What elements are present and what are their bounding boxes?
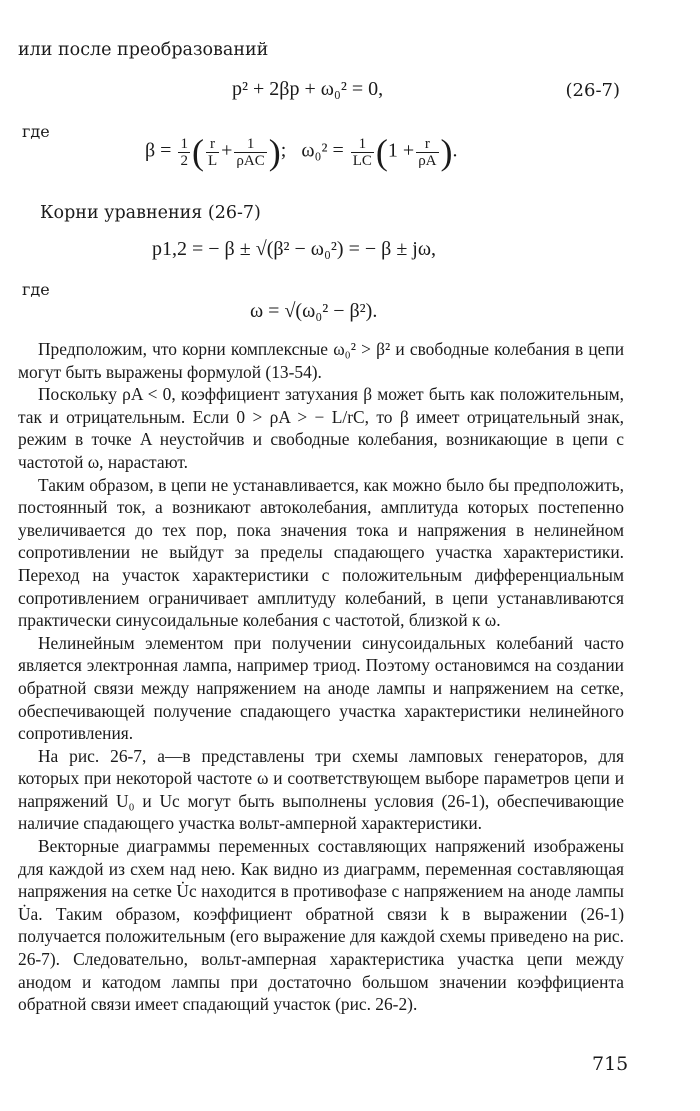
paragraph: Векторные диаграммы переменных составляющих напряжений изображены для каждой из схем над нею. Как видно из диаграмм, переменная составляющая напряжения на сетке U̇с находится в противофазе с напряжением на аноде лампы U̇а. Таким образом, коэффициент обратной связи k в выражении (26-1) получается положительным (его выражение для каждой схемы приведено на рис. 26-7). Следовательно, вольт-амперная характеристика участка цепи между анодом и катодом лампы при достаточно большом значении коэффициента обратной связи имеет спадающий участок (рис. 26-2).	[18, 836, 624, 1015]
characteristic-equation: p² + 2βp + ω₀² = 0,	[232, 78, 384, 100]
intro-line: или после преобразований	[18, 40, 269, 60]
where-label: где	[22, 122, 50, 141]
paragraph: Предположим, что корни комплексные ω₀² > β² и свободные колебания в цепи могут быть выражены формулой (13-54).	[18, 339, 624, 382]
where-label-2: где	[22, 280, 50, 299]
one-over-lc-fraction: $\frac{1}{LC}$	[352, 135, 372, 169]
one-over-rhoac-fraction: $\frac{1}{\text{ρAC}}$	[236, 135, 265, 169]
omega-equation: ω = √(ω₀² − β²).	[250, 300, 378, 322]
beta-lhs: β =	[145, 139, 172, 162]
r-over-l-fraction: $\frac{r}{L}$	[207, 135, 218, 169]
page-number: 715	[592, 1053, 629, 1075]
omega0-lhs: ω₀² =	[301, 139, 344, 162]
paragraph: Нелинейным элементом при получении синусоидальных колебаний часто является электронная лампа, например триод. Поэтому остановимся на создании обратной связи между напряжением на аноде лампы и напряжением на сетке, обеспечивающей получение спадающего участка характеристики нелинейного сопротивления.	[18, 632, 624, 744]
paragraph: На рис. 26-7, а—в представлены три схемы ламповых генераторов, для которых при некоторой частоте ω и соответствующем выборе параметров цепи и напряжений U₀ и Uс могут быть выполнены условия (26-1), обеспечивающие наличие спадающего участка вольт-амперной характеристики.	[18, 745, 624, 834]
equation-number: (26-7)	[565, 80, 620, 101]
roots-label: Корни уравнения (26-7)	[40, 203, 261, 223]
body-text	[18, 338, 624, 1016]
roots-equation: p1,2 = − β ± √(β² − ω₀²) = − β ± jω,	[152, 238, 437, 260]
paragraph: Таким образом, в цепи не устанавливается, как можно было бы предположить, постоянный ток, а возникают автоколебания, амплитуда которых постепенно увеличивается до тех пор, пока значения тока и напряжения в нелинейном сопротивлении не выйдут за пределы спадающего участка характеристики. Переход на участок характеристики с положительным дифференциальным сопротивлением ограничивает амплитуду колебаний, в цепи устанавливаются практически синусоидальные колебания с частотой, близкой к ω.	[18, 474, 624, 631]
r-over-rhoa-fraction: $\frac{r}{\rho A}$	[418, 135, 437, 169]
half-fraction: $\frac{1}{2}$	[180, 135, 188, 169]
beta-omega-definitions: β = $\frac{1}{2}$ ( $\frac{r}{L}$ + $\frac{1}{\text{ρAC}}$ ); ω₀² = $\frac{1}{LC}$ (1 + $\frac{r}{\rho A}$ ).	[145, 132, 458, 172]
paragraph: Поскольку ρA < 0, коэффициент затухания β может быть как положительным, так и отрицательным. Если 0 > ρA > − L/rC, то β имеет отрицательный знак, режим в точке A неустойчив и свободные колебания, возникающие в цепи с частотой ω, нарастают.	[18, 384, 624, 472]
